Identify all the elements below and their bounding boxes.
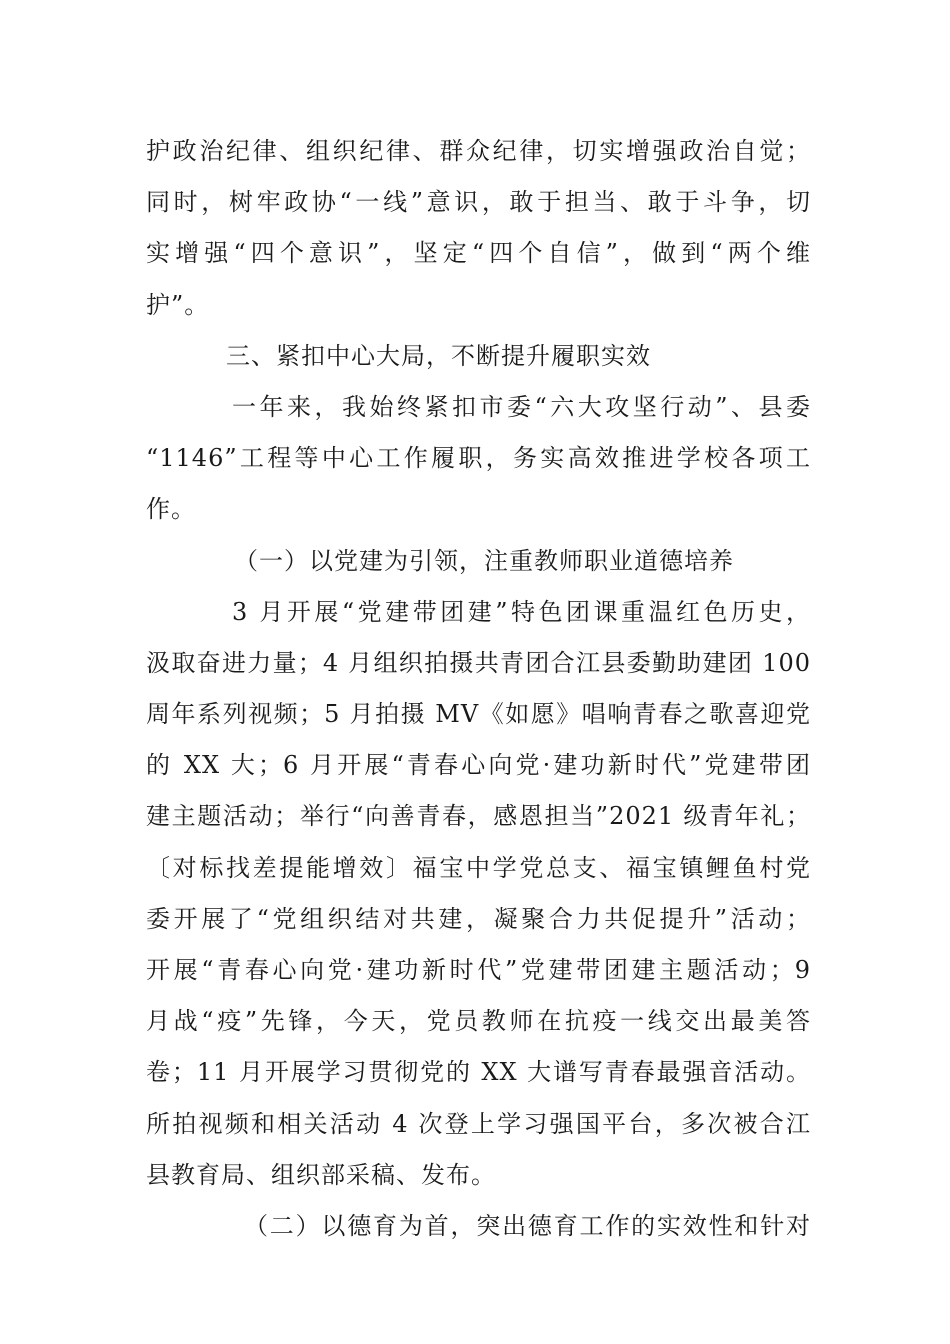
text-line: 开展“青春心向党·建功新时代”党建带团建主题活动；9 bbox=[146, 956, 811, 984]
section-heading: 三、紧扣中心大局，不断提升履职实效 bbox=[226, 341, 651, 370]
text-line: 的 XX 大；6 月开展“青春心向党·建功新时代”党建带团 bbox=[146, 751, 811, 780]
text-line: 汲取奋进力量；4 月组织拍摄共青团合江县委勤助建团 100 bbox=[146, 648, 811, 677]
text-line: 护”。 bbox=[146, 290, 210, 319]
text-line: 作。 bbox=[146, 495, 196, 524]
text-line: 同时，树牢政协“一线”意识，敢于担当、敢于斗争，切 bbox=[146, 188, 811, 217]
document-body bbox=[146, 126, 811, 1252]
text-line: 建主题活动；举行“向善青春，感恩担当”2021 级青年礼； bbox=[146, 802, 811, 831]
text-line: 护政治纪律、组织纪律、群众纪律，切实增强政治自觉； bbox=[146, 137, 811, 165]
text-line: 委开展了“党组织结对共建，凝聚合力共促提升”活动； bbox=[146, 904, 811, 933]
text-line: 卷；11 月开展学习贯彻党的 XX 大谱写青春最强音活动。 bbox=[146, 1058, 811, 1087]
text-line: 3 月开展“党建带团建”特色团课重温红色历史， bbox=[232, 597, 811, 626]
subsection-heading: （二）以德育为首，突出德育工作的实效性和针对 bbox=[244, 1211, 811, 1240]
text-line: 县教育局、组织部采稿、发布。 bbox=[146, 1160, 496, 1189]
text-line: 月战“疫”先锋，今天，党员教师在抗疫一线交出最美答 bbox=[146, 1007, 811, 1036]
text-line: 周年系列视频；5 月拍摄 MV《如愿》唱响青春之歌喜迎党 bbox=[146, 700, 811, 729]
text-line: 一年来，我始终紧扣市委“六大攻坚行动”、县委 bbox=[232, 392, 811, 421]
text-line: “1146”工程等中心工作履职，务实高效推进学校各项工 bbox=[146, 444, 811, 473]
text-line: 实增强“四个意识”，坚定“四个自信”，做到“两个维 bbox=[146, 239, 811, 268]
text-line: 〔对标找差提能增效〕福宝中学党总支、福宝镇鲤鱼村党 bbox=[146, 853, 811, 882]
subsection-heading: （一）以党建为引领，注重教师职业道德培养 bbox=[234, 546, 734, 575]
text-line: 所拍视频和相关活动 4 次登上学习强国平台，多次被合江 bbox=[146, 1109, 811, 1138]
